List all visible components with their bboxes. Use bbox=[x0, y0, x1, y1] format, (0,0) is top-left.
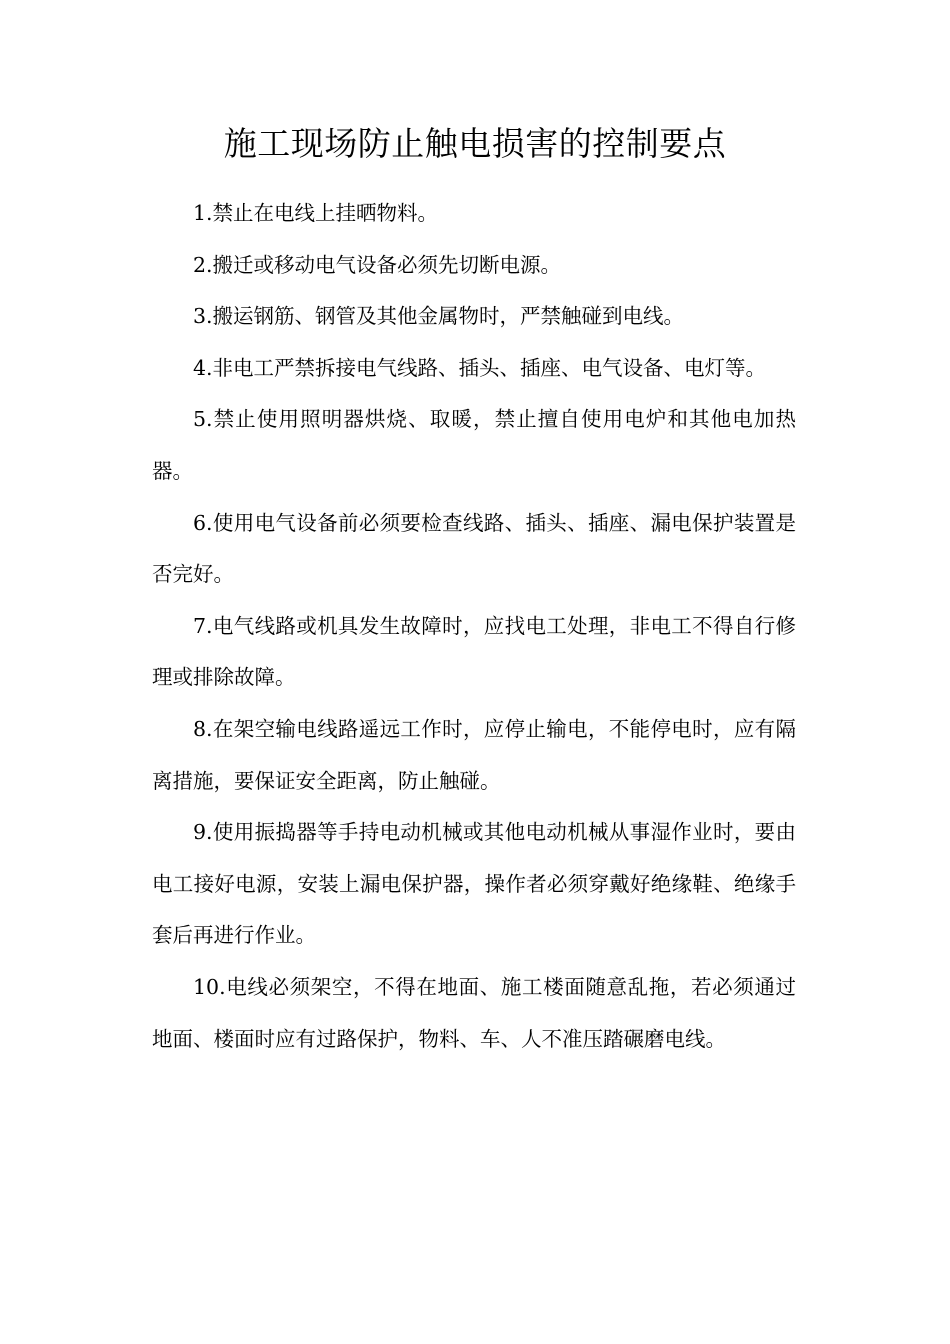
paragraph-6: 6.使用电气设备前必须要检查线路、插头、插座、漏电保护装置是否完好。 bbox=[152, 510, 796, 587]
paragraph-10: 10.电线必须架空，不得在地面、施工楼面随意乱拖，若必须通过地面、楼面时应有过路保护，物料、车、人不准压踏碾磨电线。 bbox=[152, 974, 796, 1051]
document-title: 施工现场防止触电损害的控制要点 bbox=[223, 124, 727, 163]
paragraph-2: 2.搬迁或移动电气设备必须先切断电源。 bbox=[193, 252, 562, 277]
paragraph-9: 9.使用振捣器等手持电动机械或其他电动机械从事湿作业时，要由电工接好电源，安装上漏电保护器，操作者必须穿戴好绝缘鞋、绝缘手套后再进行作业。 bbox=[152, 820, 796, 948]
paragraph-1: 1.禁止在电线上挂晒物料。 bbox=[193, 201, 439, 225]
paragraph-7: 7.电气线路或机具发生故障时，应找电工处理，非电工不得自行修理或排除故障。 bbox=[152, 613, 796, 690]
paragraph-3: 3.搬运钢筋、钢管及其他金属物时，严禁触碰到电线。 bbox=[193, 304, 685, 329]
paragraph-4: 4.非电工严禁拆接电气线路、插头、插座、电气设备、电灯等。 bbox=[193, 355, 767, 380]
document-body bbox=[152, 188, 796, 1065]
paragraph-5: 5.禁止使用照明器烘烧、取暖，禁止擅自使用电炉和其他电加热器。 bbox=[152, 407, 796, 483]
paragraph-8: 8.在架空输电线路遥远工作时，应停止输电，不能停电时，应有隔离措施，要保证安全距离，防止触碰。 bbox=[152, 716, 796, 793]
